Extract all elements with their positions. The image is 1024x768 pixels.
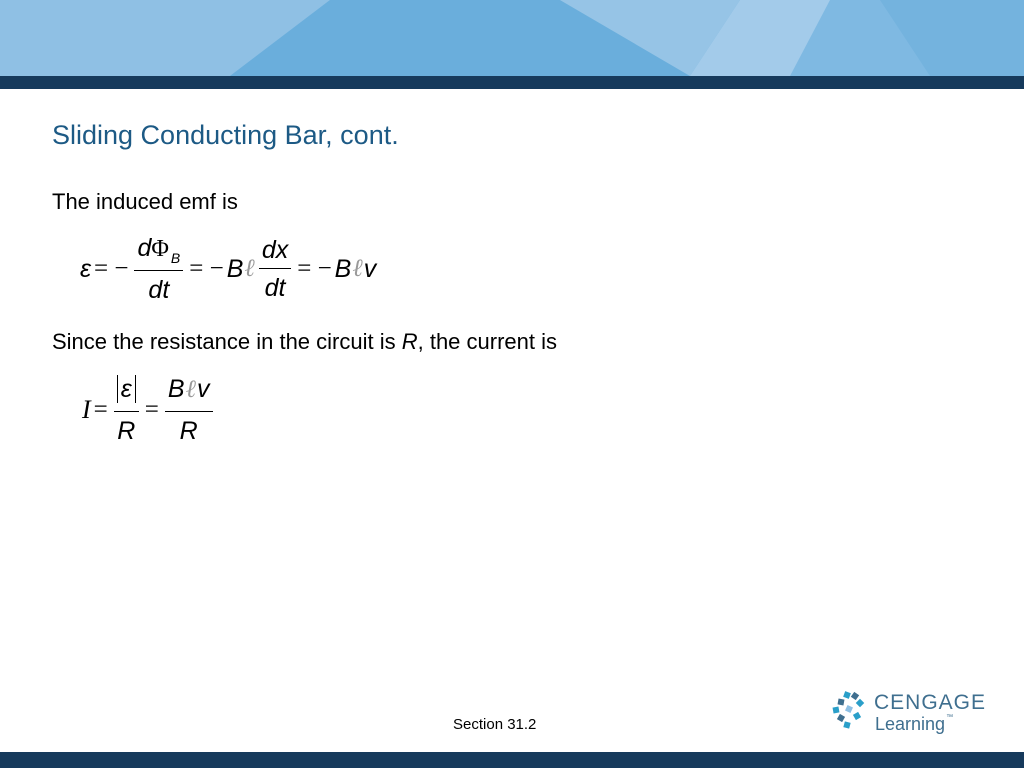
current-symbol: I bbox=[82, 395, 91, 424]
v-symbol: v bbox=[363, 254, 377, 283]
fraction-numerator: dx bbox=[259, 235, 291, 269]
absolute-emf: ε bbox=[117, 375, 136, 403]
cengage-learning-logo bbox=[830, 690, 987, 738]
ell-symbol: ℓ bbox=[352, 255, 363, 282]
fraction-denominator: dt bbox=[264, 274, 286, 302]
current-equation bbox=[82, 370, 216, 450]
equals-minus-sign: = − bbox=[189, 255, 224, 282]
fraction-numerator bbox=[114, 375, 139, 412]
ell-symbol: ℓ bbox=[185, 376, 196, 403]
blv-over-r-fraction bbox=[165, 374, 213, 446]
top-divider-bar bbox=[0, 76, 1024, 89]
slide-title: Sliding Conducting Bar, cont. bbox=[52, 120, 399, 150]
fraction-denominator: R bbox=[179, 417, 198, 445]
logo-mark-icon bbox=[830, 690, 870, 732]
current-intro-text bbox=[52, 329, 557, 355]
resistance-symbol: R bbox=[401, 329, 418, 354]
equals-sign: = bbox=[144, 396, 159, 423]
equals-sign: = bbox=[93, 396, 108, 423]
d-symbol: d bbox=[137, 234, 152, 262]
logo-learning-word: Learning bbox=[875, 714, 946, 734]
dx-dt-fraction bbox=[259, 235, 291, 303]
section-label: Section 31.2 bbox=[453, 716, 537, 733]
fraction-denominator: R bbox=[117, 416, 136, 445]
ell-symbol: ℓ bbox=[244, 255, 255, 282]
emf-symbol: ε bbox=[80, 254, 91, 283]
trademark-symbol: ™ bbox=[946, 714, 954, 721]
flux-derivative-fraction bbox=[134, 233, 183, 305]
fraction-denominator: dt bbox=[148, 276, 170, 304]
bottom-divider-bar bbox=[0, 752, 1024, 768]
equals-minus-sign: = − bbox=[297, 255, 332, 282]
current-intro-after: , the current is bbox=[417, 329, 557, 354]
v-symbol: v bbox=[197, 375, 210, 403]
subscript-b: B bbox=[170, 250, 181, 266]
b-symbol: B bbox=[334, 254, 352, 283]
abs-emf-over-r-fraction bbox=[114, 375, 139, 446]
equals-minus-sign: = − bbox=[94, 255, 129, 282]
logo-cengage-text: CENGAGE bbox=[874, 691, 987, 714]
fraction-numerator bbox=[165, 374, 213, 412]
top-banner bbox=[0, 0, 1024, 76]
banner-graphic bbox=[0, 0, 1024, 76]
logo-learning-text bbox=[875, 714, 953, 735]
b-symbol: B bbox=[226, 254, 244, 283]
current-intro-before: Since the resistance in the circuit is bbox=[52, 329, 402, 354]
b-symbol: B bbox=[167, 375, 185, 403]
fraction-numerator bbox=[134, 233, 183, 271]
phi-symbol: Φ bbox=[151, 236, 169, 262]
emf-intro-text: The induced emf is bbox=[52, 189, 238, 214]
emf-equation bbox=[80, 230, 376, 308]
